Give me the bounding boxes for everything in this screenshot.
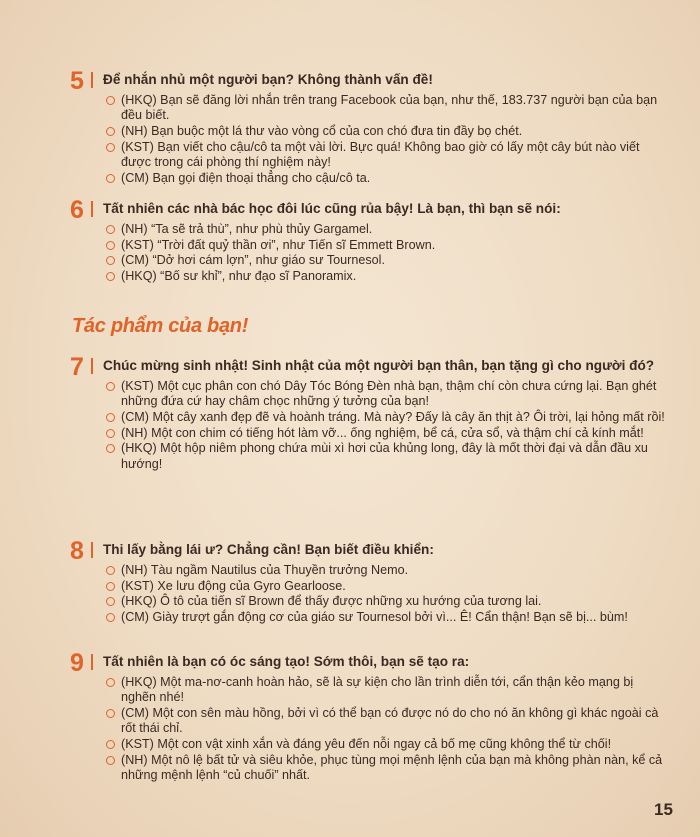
option-item[interactable] [106,124,670,139]
option-text: (HKQ) Một hộp niêm phong chứa mùi xì hơi của khủng long, đây là mốt thời đại và dẫn đầu xu hướng! [121,441,648,471]
option-text: (HKQ) Bạn sẽ đăng lời nhắn trên trang Facebook của bạn, như thế, 183.737 người bạn của bạn đều biết. [121,93,658,123]
question-divider [91,72,93,88]
options-list [106,222,670,284]
option-item[interactable] [106,379,670,409]
option-item[interactable] [106,441,670,471]
radio-circle-icon[interactable] [106,96,115,105]
question-7 [70,353,670,472]
option-text: (HKQ) “Bố sư khỉ”, như đạo sĩ Panoramix. [121,269,357,284]
question-divider [91,201,93,217]
option-item[interactable] [106,171,670,186]
option-item[interactable] [106,563,670,578]
question-number: 7 [70,353,84,381]
radio-circle-icon[interactable] [106,382,115,391]
radio-circle-icon[interactable] [106,444,115,453]
option-text: (KST) Bạn viết cho cậu/cô ta một vài lời. Bực quá! Không bao giờ có lấy một cây bút nào viết được trong cái phòng thí nghiệm này! [121,139,640,169]
radio-circle-icon[interactable] [106,174,115,183]
option-item[interactable] [106,253,670,268]
option-text: (NH) Tàu ngầm Nautilus của Thuyền trưởng Nemo. [121,563,409,577]
question-text: Chúc mừng sinh nhật! Sinh nhật của một người bạn thân, bạn tặng gì cho người đó? [103,358,655,373]
option-text: (KST) “Trời đất quỷ thần ơi”, như Tiến sĩ Emmett Brown. [121,237,436,252]
option-item[interactable] [106,238,670,253]
radio-circle-icon[interactable] [106,678,115,687]
option-item[interactable] [106,675,670,705]
question-text: Tất nhiên các nhà bác học đôi lúc cũng rủa bậy! Là bạn, thì bạn sẽ nói: [103,201,561,216]
radio-circle-icon[interactable] [106,143,115,152]
radio-circle-icon[interactable] [106,740,115,749]
option-text: (KST) Một cục phân con chó Dây Tóc Bóng Đèn nhà bạn, thậm chí còn chưa cứng lại. Bạn ghét những đứa cứ hay châm chọc những ý tưởng của bạn! [121,379,657,409]
option-text: (NH) Một nô lệ bất tử và siêu khỏe, phục tùng mọi mệnh lệnh của bạn mà không phàn nàn, kể cả những mệnh lệnh “củ chuối” nhất. [121,752,663,782]
option-item[interactable] [106,93,670,123]
radio-circle-icon[interactable] [106,709,115,718]
option-text: (NH) “Ta sẽ trả thù”, như phù thủy Gargamel. [121,222,373,236]
question-divider [91,358,93,374]
option-text: (NH) Bạn buộc một lá thư vào vòng cổ của con chó đưa tin đầy bọ chét. [121,123,523,138]
option-text: (HKQ) Một ma-nơ-canh hoàn hảo, sẽ là sự kiện cho lần trình diễn tới, cẩn thận kẻo mạng bị nghẽn nhé! [121,675,634,705]
option-text: (CM) Bạn gọi điện thoại thẳng cho cậu/cô ta. [121,170,371,185]
radio-circle-icon[interactable] [106,272,115,281]
options-list [106,675,670,783]
option-item[interactable] [106,706,670,736]
question-divider [91,542,93,558]
radio-circle-icon[interactable] [106,597,115,606]
radio-circle-icon[interactable] [106,613,115,622]
section-title: Tác phẩm của bạn! [72,315,249,337]
option-item[interactable] [106,426,670,441]
question-6 [70,196,670,285]
radio-circle-icon[interactable] [106,127,115,136]
option-item[interactable] [106,753,670,783]
options-list [106,379,670,472]
option-text: (CM) Giày trượt gắn động cơ của giáo sư Tournesol bởi vì... Ê! Cẩn thận! Bạn sẽ bị... bùm! [121,610,628,625]
options-list [106,563,670,625]
question-text: Để nhắn nhủ một người bạn? Không thành vấn đề! [103,72,433,87]
radio-circle-icon[interactable] [106,413,115,422]
option-item[interactable] [106,140,670,170]
question-text: Tất nhiên là bạn có óc sáng tạo! Sớm thôi, bạn sẽ tạo ra: [103,654,470,669]
page-number: 15 [654,800,673,819]
radio-circle-icon[interactable] [106,256,115,265]
option-item[interactable] [106,410,670,425]
option-text: (NH) Một con chim có tiếng hót làm vỡ... ống nghiệm, bể cá, cửa sổ, và thậm chí cả kính mắt! [121,425,644,440]
option-item[interactable] [106,610,670,625]
option-text: (CM) “Dở hơi cám lợn”, như giáo sư Tournesol. [121,253,385,268]
radio-circle-icon[interactable] [106,756,115,765]
option-text: (CM) Một con sên màu hồng, bởi vì có thể bạn có được nó do cho nó ăn không gì khác ngoài cà rốt thái chỉ. [121,705,659,736]
option-item[interactable] [106,737,670,752]
option-item[interactable] [106,594,670,609]
radio-circle-icon[interactable] [106,225,115,234]
radio-circle-icon[interactable] [106,582,115,591]
option-text: (KST) Một con vật xinh xắn và đáng yêu đến nỗi ngay cả bố mẹ cũng không thể từ chối! [121,736,612,751]
option-text: (HKQ) Ô tô của tiến sĩ Brown để thấy được những xu hướng của tương lai. [121,594,542,609]
radio-circle-icon[interactable] [106,429,115,438]
radio-circle-icon[interactable] [106,241,115,250]
question-number: 5 [70,67,84,95]
question-number: 8 [70,537,84,565]
radio-circle-icon[interactable] [106,566,115,575]
option-text: (CM) Một cây xanh đẹp đẽ và hoành tráng. Mà này? Đấy là cây ăn thịt à? Ôi trời, lại hỏng mất rồi! [121,409,665,424]
option-item[interactable] [106,269,670,284]
question-divider [91,654,93,670]
options-list [106,93,670,186]
question-number: 9 [70,649,84,677]
question-8 [70,537,670,626]
question-text: Thi lấy bằng lái ư? Chẳng cần! Bạn biết điều khiển: [103,542,434,557]
question-5 [70,67,670,186]
option-item[interactable] [106,579,670,594]
question-number: 6 [70,196,84,224]
question-9 [70,649,670,783]
option-item[interactable] [106,222,670,237]
option-text: (KST) Xe lưu động của Gyro Gearloose. [121,578,346,593]
